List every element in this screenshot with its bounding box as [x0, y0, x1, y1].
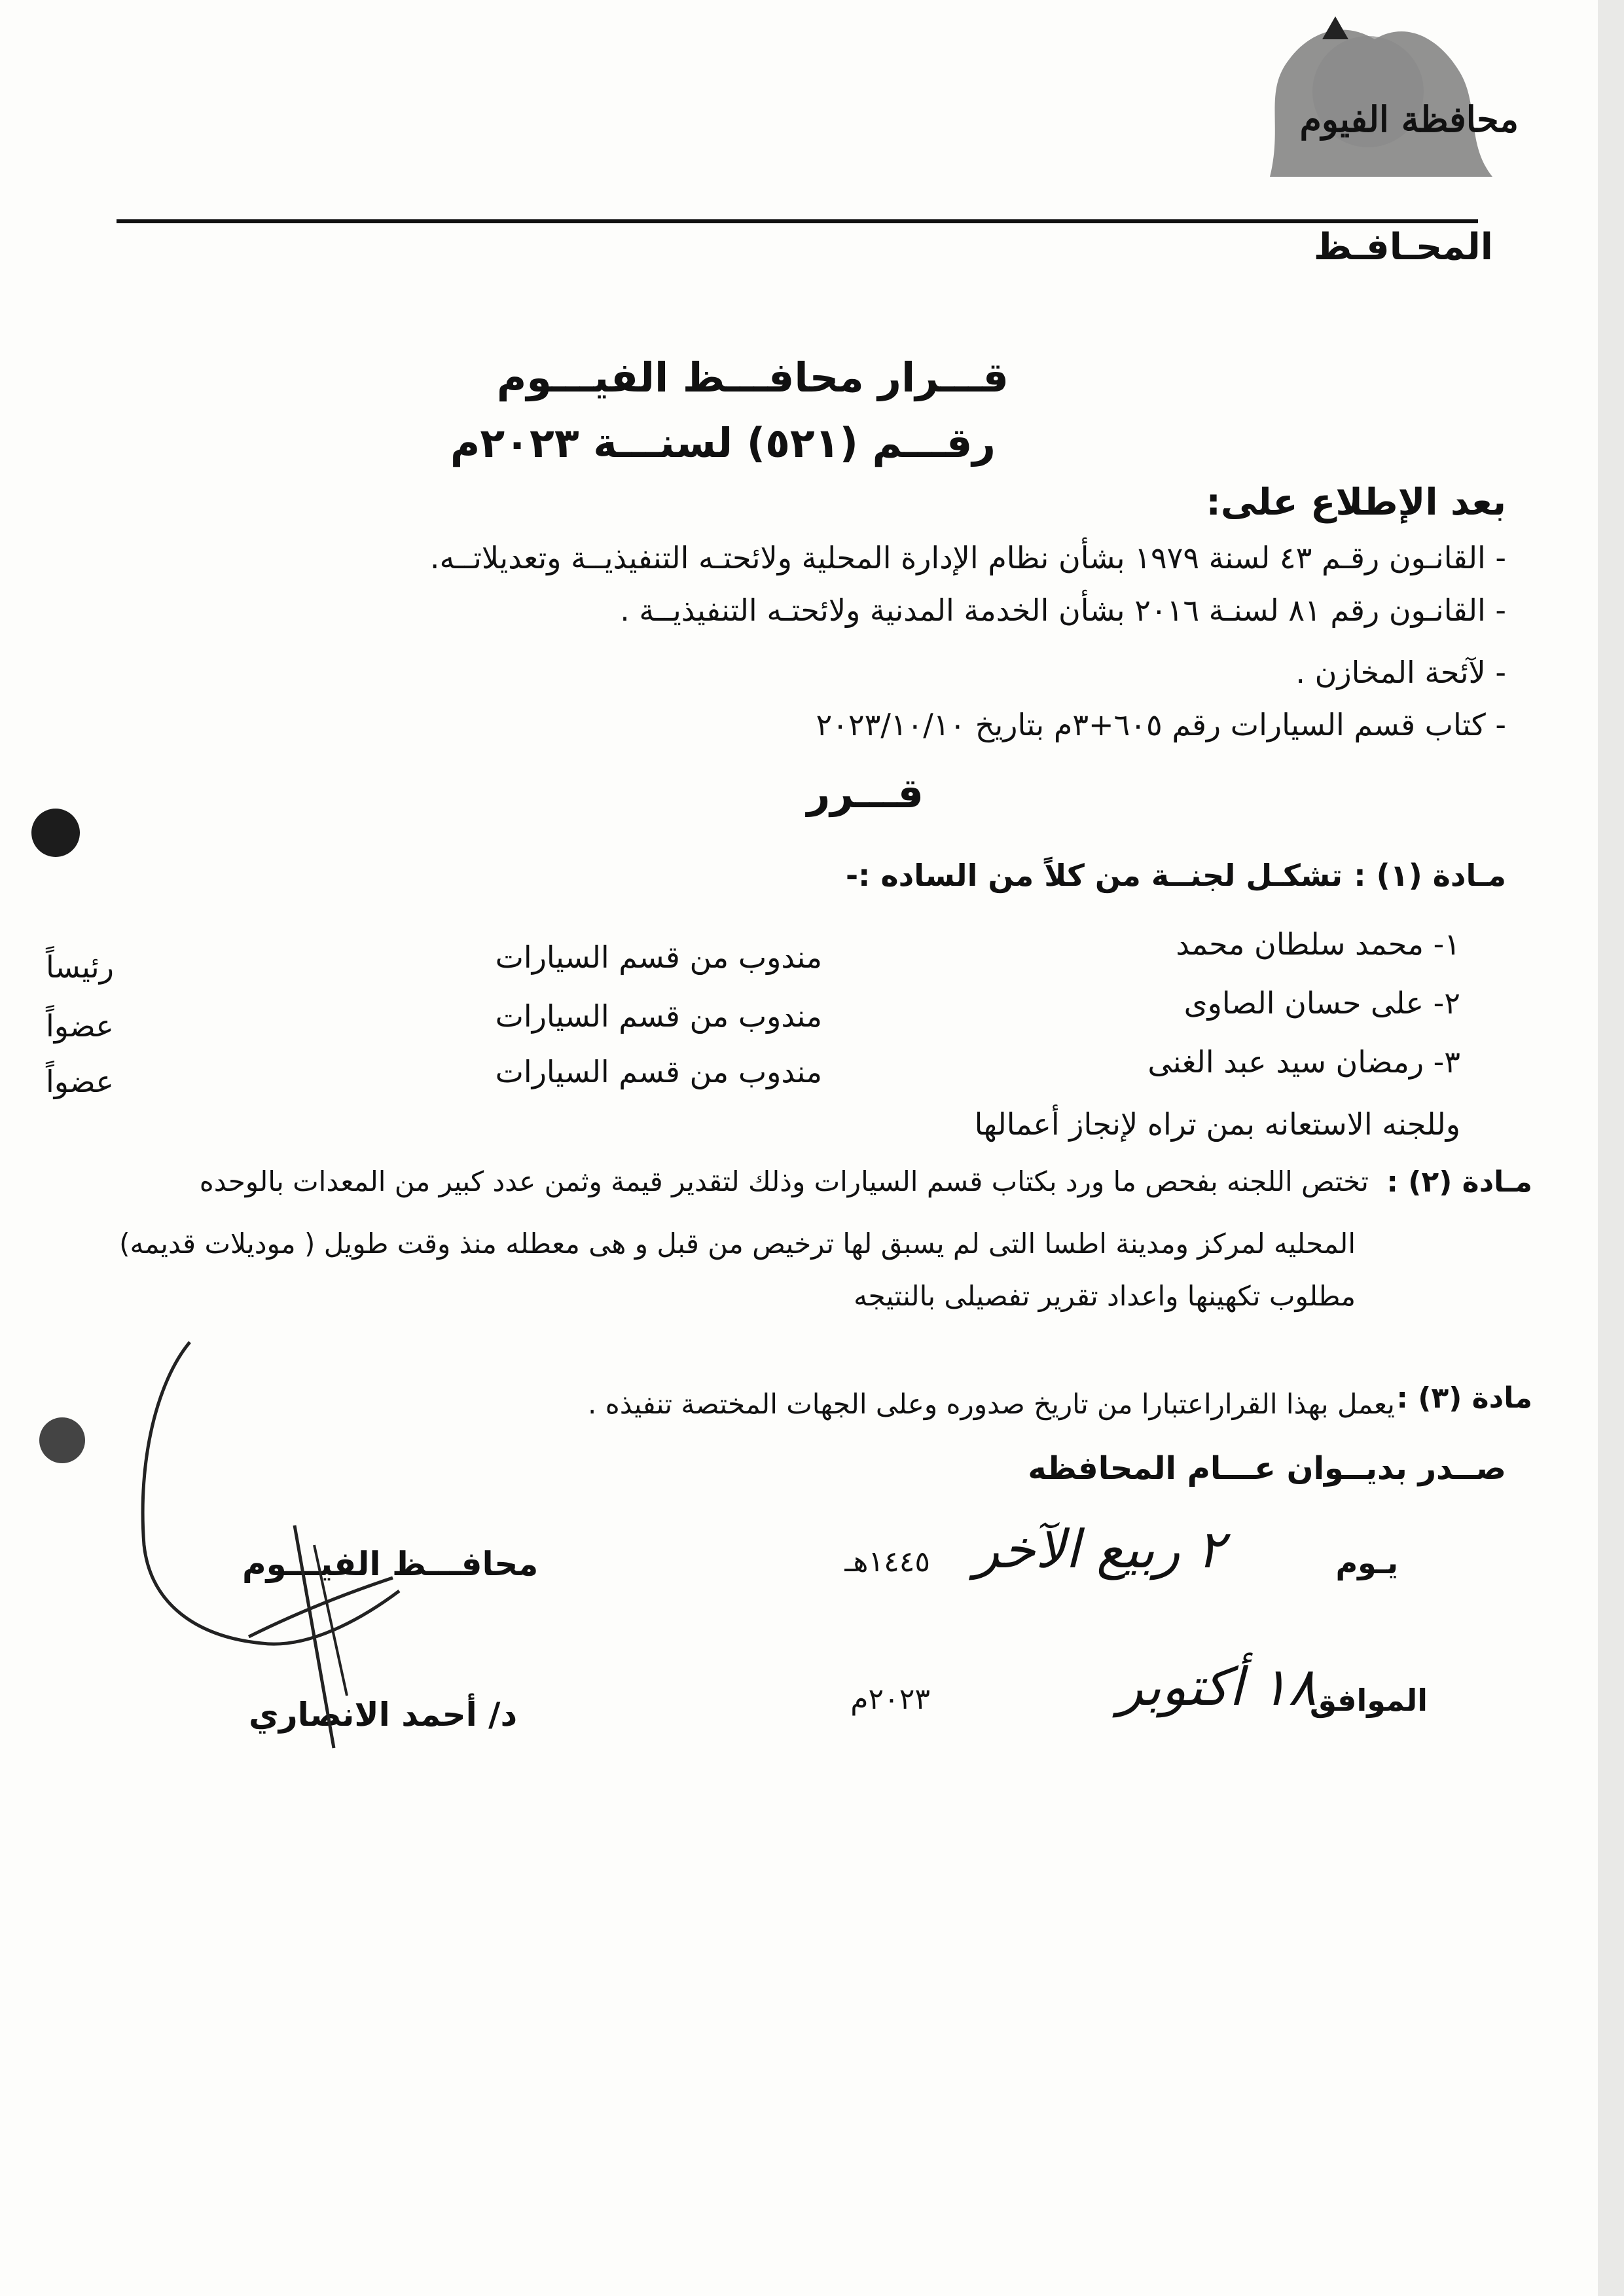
scan-edge — [1598, 0, 1624, 2296]
gregorian-date-handwritten: ١٨ أكتوبر — [1117, 1656, 1316, 1717]
preamble-heading: بعد الإطلاع على: — [1206, 481, 1506, 524]
article-2-line: المحليه لمركز ومدينة اطسا التى لم يسبق لها ترخيص من قبل و هى معطله منذ وقت طويل ( موديلات قديمه) — [119, 1228, 1356, 1260]
member-name: ١- محمد سلطان محمد — [1176, 926, 1460, 962]
hijri-year: ١٤٤٥هـ — [844, 1545, 930, 1578]
decision-number: رقـــم (٥٢١) لسنـــة ٢٠٢٣م — [450, 419, 996, 467]
article-2-label: مـادة (٢) : — [1386, 1165, 1532, 1199]
hijri-date-handwritten: ٢ ربيع الآخر — [974, 1519, 1225, 1580]
preamble-item: - القانـون رقم ٨١ لسنـة ٢٠١٦ بشأن الخدمة المدنية ولائحتـه التنفيذيــة . — [620, 592, 1506, 628]
member-role: مندوب من قسم السيارات — [495, 998, 822, 1034]
member-role: مندوب من قسم السيارات — [495, 939, 822, 975]
preamble-item: - القانـون رقـم ٤٣ لسنة ١٩٧٩ بشأن نظام الإدارة المحلية ولائحتـه التنفيذيــة وتعديلاتــه. — [429, 540, 1506, 575]
article-1-text: تشكـل لجنــة من كلاً من الساده :- — [845, 858, 1343, 893]
header-rule — [117, 219, 1478, 223]
punch-hole — [39, 1417, 85, 1463]
member-role: مندوب من قسم السيارات — [495, 1054, 822, 1089]
gregorian-year: ٢٠٢٣م — [850, 1683, 930, 1716]
member-name: ٣- رمضان سيد عبد الغنى — [1147, 1044, 1460, 1080]
signatory-name: د/ أحمد الانصاري — [249, 1696, 518, 1734]
article-3-text: يعمل بهذا القراراعتبارا من تاريخ صدوره وعلى الجهات المختصة تنفيذه . — [588, 1388, 1395, 1420]
article-1-label: مـادة (١) : — [1354, 858, 1506, 893]
decision-title: قـــرار محافـــظ الفيـــوم — [496, 354, 1009, 401]
corresponding-label: الموافق — [1309, 1683, 1428, 1718]
article-2-line: مطلوب تكهينها واعداد تقرير تفصيلى بالنتيجه — [854, 1280, 1356, 1312]
signatory-title: محافـــظ الفيـــوم — [242, 1545, 539, 1583]
office-label: المحـافـظ — [1313, 226, 1493, 268]
article-3-label: مادة (٣) : — [1396, 1381, 1532, 1415]
day-label: يـوم — [1335, 1545, 1398, 1580]
article-2-line: تختص اللجنه بفحص ما ورد بكتاب قسم السيارات وذلك لتقدير قيمة وثمن عدد كبير من المعدات بالوحده — [199, 1165, 1369, 1197]
decision-word: قـــرر — [806, 769, 924, 817]
preamble-item: - لآئحة المخازن . — [1295, 655, 1506, 690]
member-position: عضواً — [46, 1008, 114, 1044]
member-name: ٢- على حسان الصاوى — [1183, 985, 1460, 1021]
member-position: رئيساً — [46, 949, 114, 985]
punch-hole — [31, 809, 80, 857]
governorate-logo — [1244, 13, 1519, 183]
preamble-item: - كتاب قسم السيارات رقم ٦٠٥+٣م بتاريخ ٢٠٢٣/١٠/١٠ — [816, 707, 1506, 742]
signature-icon — [118, 1329, 524, 1774]
logo-text: محافظة الفيوم — [1299, 98, 1519, 140]
article-1-note: وللجنه الاستعانه بمن تراه لإنجاز أعمالها — [974, 1106, 1460, 1142]
issued-line: صــدر بديــوان عـــام المحافظه — [1028, 1450, 1506, 1487]
member-position: عضواً — [46, 1064, 114, 1099]
